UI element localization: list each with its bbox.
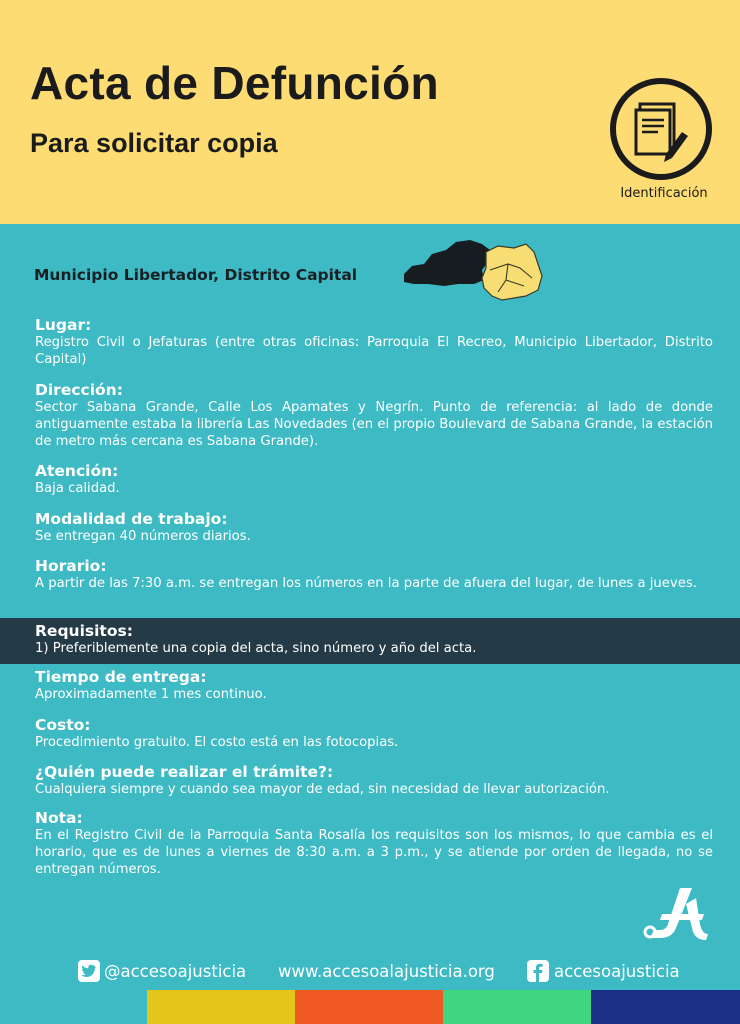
section-modalidad xyxy=(35,510,713,545)
acceso-justicia-logo-icon xyxy=(640,884,710,946)
section-title: Costo: xyxy=(35,716,91,734)
section-body: A partir de las 7:30 a.m. se entregan los números en la parte de afuera del lugar, de lunes a jueves. xyxy=(35,576,697,591)
page-subtitle: Para solicitar copia xyxy=(30,128,278,158)
section-body: Procedimiento gratuito. El costo está en las fotocopias. xyxy=(35,735,399,750)
section-body: Registro Civil o Jefaturas (entre otras oficinas: Parroquia El Recreo, Municipio Libertador, Distrito Capital) xyxy=(35,335,713,367)
color-stripe-blue xyxy=(591,990,740,1024)
section-title: Nota: xyxy=(35,809,83,827)
category-label: Identificación xyxy=(620,186,708,201)
section-body: Cualquiera siempre y cuando sea mayor de edad, sin necesidad de llevar autorización. xyxy=(35,782,610,797)
section-title: Atención: xyxy=(35,462,119,480)
document-pen-icon xyxy=(608,76,714,182)
section-requisitos xyxy=(35,622,713,657)
section-horario xyxy=(35,557,713,592)
section-title: ¿Quién puede realizar el trámite?: xyxy=(35,763,334,781)
section-title: Tiempo de entrega: xyxy=(35,668,207,686)
section-title: Modalidad de trabajo: xyxy=(35,510,228,528)
twitter-handle[interactable]: @accesoajusticia xyxy=(104,962,247,981)
section-atencion xyxy=(35,462,713,497)
twitter-icon[interactable] xyxy=(78,960,100,982)
section-body: Aproximadamente 1 mes continuo. xyxy=(35,687,267,702)
district-map-icon xyxy=(398,234,548,306)
section-title: Dirección: xyxy=(35,381,123,399)
section-nota xyxy=(35,809,713,878)
section-title: Horario: xyxy=(35,557,107,575)
section-body: 1) Preferiblemente una copia del acta, sino número y año del acta. xyxy=(35,641,477,656)
section-body: Sector Sabana Grande, Calle Los Apamates y Negrín. Punto de referencia: al lado de donde antiguamente estaba la librería Las Novedades (en el propio Boulevard de Sabana Grande, la estación de metro más cercana es Sabana Grande). xyxy=(35,400,713,449)
facebook-icon[interactable] xyxy=(527,960,549,982)
section-direccion xyxy=(35,381,713,450)
section-body: Se entregan 40 números diarios. xyxy=(35,529,251,544)
website-link[interactable]: www.accesoalajusticia.org xyxy=(278,962,495,981)
section-title: Requisitos: xyxy=(35,622,133,640)
section-costo xyxy=(35,716,713,751)
section-body: Baja calidad. xyxy=(35,481,120,496)
color-stripe-orange xyxy=(295,990,443,1024)
section-tiempo-entrega xyxy=(35,668,713,703)
header-banner xyxy=(0,0,740,224)
municipio-label: Municipio Libertador, Distrito Capital xyxy=(34,266,358,284)
page-title: Acta de Defunción xyxy=(30,57,439,109)
section-body: En el Registro Civil de la Parroquia Santa Rosalía los requisitos son los mismos, lo que cambia es el horario, que es de lunes a viernes de 8:30 a.m. a 3 p.m., y se atiende por orden de llegada, no se entregan números. xyxy=(35,828,713,877)
section-quien xyxy=(35,763,713,798)
facebook-handle[interactable]: accesoajusticia xyxy=(554,962,680,981)
color-stripe-green xyxy=(443,990,591,1024)
section-lugar xyxy=(35,316,713,368)
color-stripe-yellow xyxy=(147,990,295,1024)
section-title: Lugar: xyxy=(35,316,92,334)
